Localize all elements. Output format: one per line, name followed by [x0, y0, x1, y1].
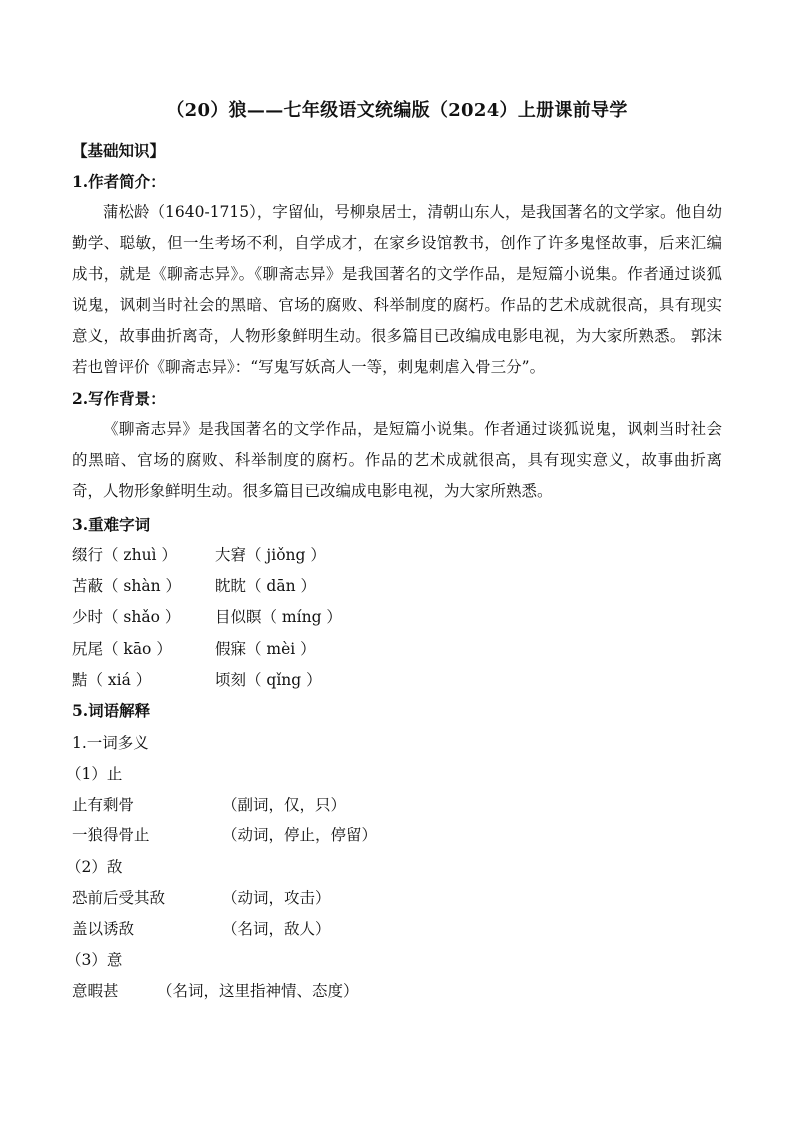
example-phrase: 恐前后受其敌 — [72, 889, 166, 907]
section-basic-knowledge: 【基础知识】 — [72, 141, 166, 160]
vocab-heading: 5.词语解释 — [72, 701, 151, 720]
polysemy-label: （2）敌 — [66, 858, 123, 876]
word-entry: 缀行（ zhuì ） — [72, 546, 177, 564]
vocab-subheading: 1.一词多义 — [72, 734, 149, 752]
page-title: （20）狼——七年级语文统编版（2024）上册课前导学 — [166, 100, 628, 121]
example-definition: （动词，停止，停留） — [222, 826, 378, 844]
word-entry: 眈眈（ dān ） — [215, 577, 317, 595]
example-definition: （副词，仅，只） — [222, 796, 347, 814]
word-entry: 目似瞑（ míng ） — [215, 608, 342, 626]
example-definition: （名词，敌人） — [222, 920, 331, 938]
example-phrase: 一狼得骨止 — [72, 826, 150, 844]
words-heading: 3.重难字词 — [72, 515, 151, 534]
example-phrase: 止有剩骨 — [72, 796, 135, 814]
polysemy-label: （1）止 — [66, 765, 123, 783]
word-entry: 少时（ shǎo ） — [72, 608, 181, 626]
word-entry: 苫蔽（ shàn ） — [72, 577, 182, 595]
example-definition: （动词，攻击） — [222, 889, 331, 907]
polysemy-label: （3）意 — [66, 951, 123, 969]
author-heading: 1.作者简介： — [72, 172, 166, 191]
word-entry: 顷刻（ qǐng ） — [215, 671, 322, 689]
word-entry: 假寐（ mèi ） — [215, 640, 316, 658]
background-paragraph: 《聊斋志异》是我国著名的文学作品，是短篇小说集。作者通过谈狐说鬼，讽刺当时社会的黑暗、官场的腐败、科举制度的腐朽。作品的艺术成就很高，具有现实意义，故事曲折离奇，人物形象鲜明生动。很多篇目已改编成电影电视，为大家所熟悉。 — [72, 420, 722, 500]
example-phrase: 盖以诱敌 — [72, 920, 135, 938]
example-definition: （名词，这里指神情、态度） — [157, 982, 359, 1000]
background-heading: 2.写作背景： — [72, 389, 166, 408]
word-entry: 尻尾（ kāo ） — [72, 640, 172, 658]
example-phrase: 意暇甚 — [72, 982, 119, 1000]
word-entry: 大窘（ jiǒng ） — [215, 546, 326, 564]
author-paragraph: 蒲松龄（1640-1715），字留仙，号柳泉居士，清朝山东人，是我国著名的文学家。他自幼勤学、聪敏，但一生考场不利，自学成才，在家乡设馆教书，创作了许多鬼怪故事，后来汇编成书，就是《聊斋志异》。《聊斋志异》是我国著名的文学作品，是短篇小说集。作者通过谈狐说鬼，讽刺当时社会的黑暗、官场的腐败、科举制度的腐朽。作品的艺术成就很高，具有现实意义，故事曲折离奇，人物形象鲜明生动。很多篇目已改编成电影电视，为大家所熟悉。 郭沫若也曾评价《聊斋志异》：“写鬼写妖高人一等，刺鬼刺虐入骨三分”。 — [72, 203, 722, 376]
word-entry: 黠（ xiá ） — [72, 671, 152, 689]
